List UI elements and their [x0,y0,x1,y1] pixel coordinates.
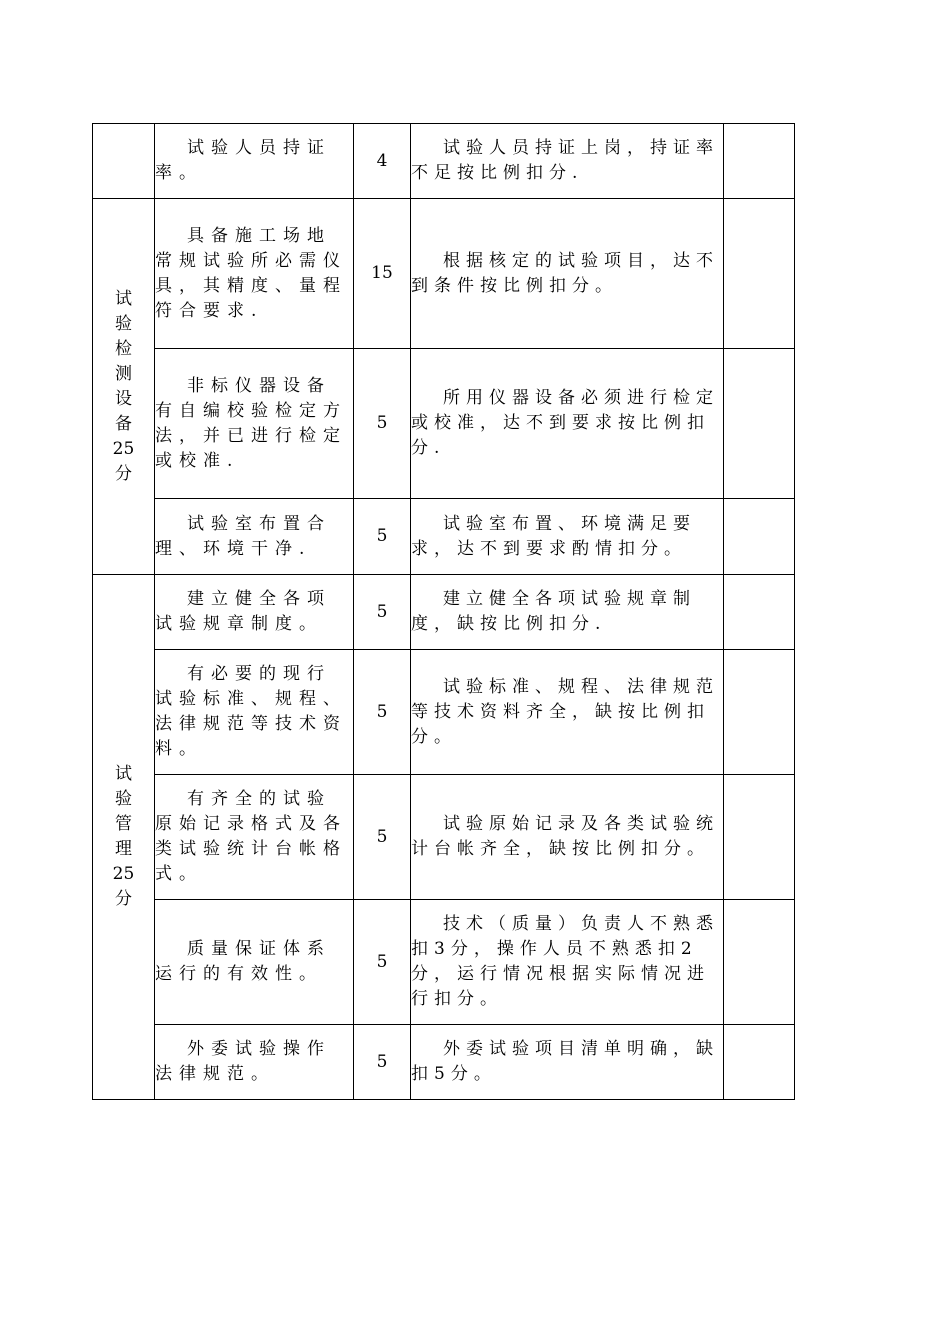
category-cell [93,575,155,1100]
item-text: 有必要的现行试验标准、规程、法律规范等技术资料。 [155,664,347,759]
rule-text: 试验原始记录及各类试验统计台帐齐全，缺按比例扣分。 [411,814,719,859]
rule-cell [411,1025,724,1100]
item-text: 非标仪器设备有自编校验检定方法，并已进行检定或校准. [155,375,347,471]
item-cell [155,575,354,650]
rule-cell [411,499,724,575]
item-cell [155,124,354,199]
table-row [93,575,795,650]
item-text: 外委试验操作法律规范。 [155,1039,331,1084]
table-row [93,124,795,199]
score-cell: 5 [354,575,411,650]
item-text: 试验室布置合理、环境干净. [155,513,331,559]
rule-text: 所用仪器设备必须进行检定或校准，达不到要求按比例扣分. [411,388,719,458]
item-text: 有齐全的试验原始记录格式及各类试验统计台帐格式。 [155,789,347,884]
item-cell [155,1025,354,1100]
table-row [93,349,795,499]
rule-text: 根据核定的试验项目，达不到条件按比例扣分。 [411,250,719,296]
item-text: 具备施工场地常规试验所必需仪具，其精度、量程符合要求. [155,225,347,321]
item-cell [155,199,354,349]
item-cell [155,900,354,1025]
rule-text: 试验室布置、环境满足要求，达不到要求酌情扣分。 [411,513,696,559]
rule-text: 试验人员持证上岗，持证率不足按比例扣分. [411,138,719,183]
note-cell [724,124,795,199]
note-cell [724,349,795,499]
category-label: 试验管理25分 [112,764,135,909]
score-cell: 4 [354,124,411,199]
rule-text: 建立健全各项试验规章制度，缺按比例扣分. [411,589,696,634]
rule-cell [411,349,724,499]
rule-cell [411,199,724,349]
item-cell [155,650,354,775]
rule-text: 外委试验项目清单明确，缺扣5分。 [411,1039,719,1084]
note-cell [724,499,795,575]
note-cell [724,1025,795,1100]
table-row [93,199,795,349]
item-cell [155,349,354,499]
table-row [93,900,795,1025]
score-cell: 5 [354,499,411,575]
note-cell [724,775,795,900]
rule-cell [411,575,724,650]
scoring-table [92,123,795,1100]
score-cell: 15 [354,199,411,349]
note-cell [724,575,795,650]
note-cell [724,199,795,349]
category-cell [93,199,155,575]
score-cell: 5 [354,1025,411,1100]
item-cell [155,775,354,900]
table-row [93,650,795,775]
item-text: 质量保证体系运行的有效性。 [155,939,331,984]
rule-text: 技术（质量）负责人不熟悉扣3分，操作人员不熟悉扣2分，运行情况根据实际情况进行扣分。 [411,914,719,1009]
note-cell [724,650,795,775]
score-cell: 5 [354,650,411,775]
rule-cell [411,900,724,1025]
rule-cell [411,650,724,775]
note-cell [724,900,795,1025]
rule-text: 试验标准、规程、法律规范等技术资料齐全，缺按比例扣分。 [411,676,719,747]
table-row [93,499,795,575]
score-cell: 5 [354,900,411,1025]
score-cell: 5 [354,349,411,499]
item-cell [155,499,354,575]
score-cell: 5 [354,775,411,900]
table-row [93,1025,795,1100]
item-text: 建立健全各项试验规章制度。 [155,589,331,634]
category-cell-empty [93,124,155,199]
table-row [93,775,795,900]
rule-cell [411,775,724,900]
rule-cell [411,124,724,199]
item-text: 试验人员持证率。 [155,138,331,183]
category-label: 试验检测设备25分 [112,288,135,484]
